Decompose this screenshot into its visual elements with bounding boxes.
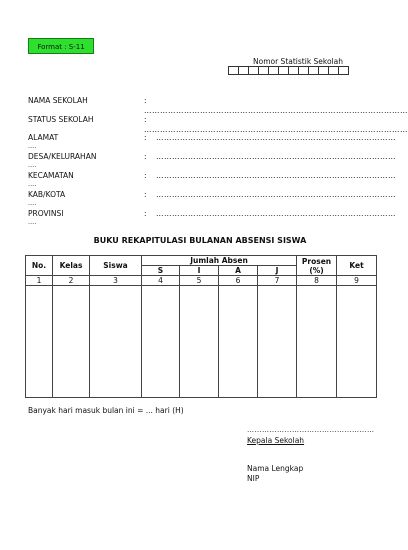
field-colon: :	[144, 152, 147, 161]
field-colon: :	[144, 171, 147, 180]
field-continuation: ....	[28, 199, 37, 207]
signature-line[interactable]: ……………………………………………	[247, 426, 375, 434]
field-continuation: ....	[28, 161, 37, 169]
field-continuation: ....	[28, 142, 37, 150]
column-number: 1	[26, 276, 53, 286]
column-number: 9	[337, 276, 377, 286]
table-cell[interactable]	[26, 286, 53, 398]
nss-boxes	[228, 66, 348, 75]
document-title: BUKU REKAPITULASI BULANAN ABSENSI SISWA	[93, 236, 307, 245]
column-number: 4	[142, 276, 180, 286]
header-prosen: Prosen (%)	[297, 256, 337, 276]
format-badge: Format : S-11	[28, 38, 94, 54]
header-siswa: Siswa	[90, 256, 142, 276]
field-colon: :	[144, 190, 147, 199]
field-continuation: ....	[28, 218, 37, 226]
header-no: No.	[26, 256, 53, 276]
field-colon: :	[144, 133, 147, 142]
header-i: I	[180, 266, 219, 276]
signature-nip: NIP	[247, 474, 260, 483]
table-cell[interactable]	[142, 286, 180, 398]
field-value-line[interactable]: ………………………………………………………………………………	[156, 171, 396, 180]
nss-box[interactable]	[338, 66, 349, 75]
signature-title: Kepala Sekolah	[247, 436, 305, 445]
field-value-line[interactable]: ………………………………………………………………………………	[156, 152, 396, 161]
table-cell[interactable]	[258, 286, 297, 398]
field-colon: :	[144, 96, 147, 105]
column-number: 3	[90, 276, 142, 286]
table-cell[interactable]	[297, 286, 337, 398]
attendance-recap-table	[25, 255, 377, 398]
field-label: STATUS SEKOLAH	[28, 115, 94, 124]
header-a: A	[219, 266, 258, 276]
column-number: 5	[180, 276, 219, 286]
column-number: 8	[297, 276, 337, 286]
field-label: PROVINSI	[28, 209, 64, 218]
signature-name: Nama Lengkap	[247, 464, 304, 473]
field-value-line[interactable]: ………………………………………………………………………………………	[144, 125, 408, 134]
nss-label: Nomor Statistik Sekolah	[253, 57, 344, 66]
table-cell[interactable]	[180, 286, 219, 398]
field-label: NAMA SEKOLAH	[28, 96, 88, 105]
field-value-line[interactable]: ………………………………………………………………………………	[156, 209, 396, 218]
field-label: KECAMATAN	[28, 171, 74, 180]
field-colon: :	[144, 115, 147, 124]
header-jumlah-absen: Jumlah Absen	[142, 256, 297, 266]
header-s: S	[142, 266, 180, 276]
header-kelas: Kelas	[53, 256, 90, 276]
field-colon: :	[144, 209, 147, 218]
field-label: KAB/KOTA	[28, 190, 66, 199]
field-value-line[interactable]: ………………………………………………………………………………	[156, 190, 396, 199]
column-number: 2	[53, 276, 90, 286]
field-value-line[interactable]: ………………………………………………………………………………	[156, 133, 396, 142]
field-continuation: ....	[28, 180, 37, 188]
field-label: ALAMAT	[28, 133, 59, 142]
header-ket: Ket	[337, 256, 377, 276]
table-cell[interactable]	[53, 286, 90, 398]
column-number: 6	[219, 276, 258, 286]
header-j: J	[258, 266, 297, 276]
table-cell[interactable]	[90, 286, 142, 398]
table-cell[interactable]	[219, 286, 258, 398]
table-cell[interactable]	[337, 286, 377, 398]
column-number: 7	[258, 276, 297, 286]
field-value-line[interactable]: ………………………………………………………………………………………	[144, 106, 408, 115]
school-days-note: Banyak hari masuk bulan ini = ... hari (H)	[28, 406, 184, 415]
field-label: DESA/KELURAHAN	[28, 152, 97, 161]
